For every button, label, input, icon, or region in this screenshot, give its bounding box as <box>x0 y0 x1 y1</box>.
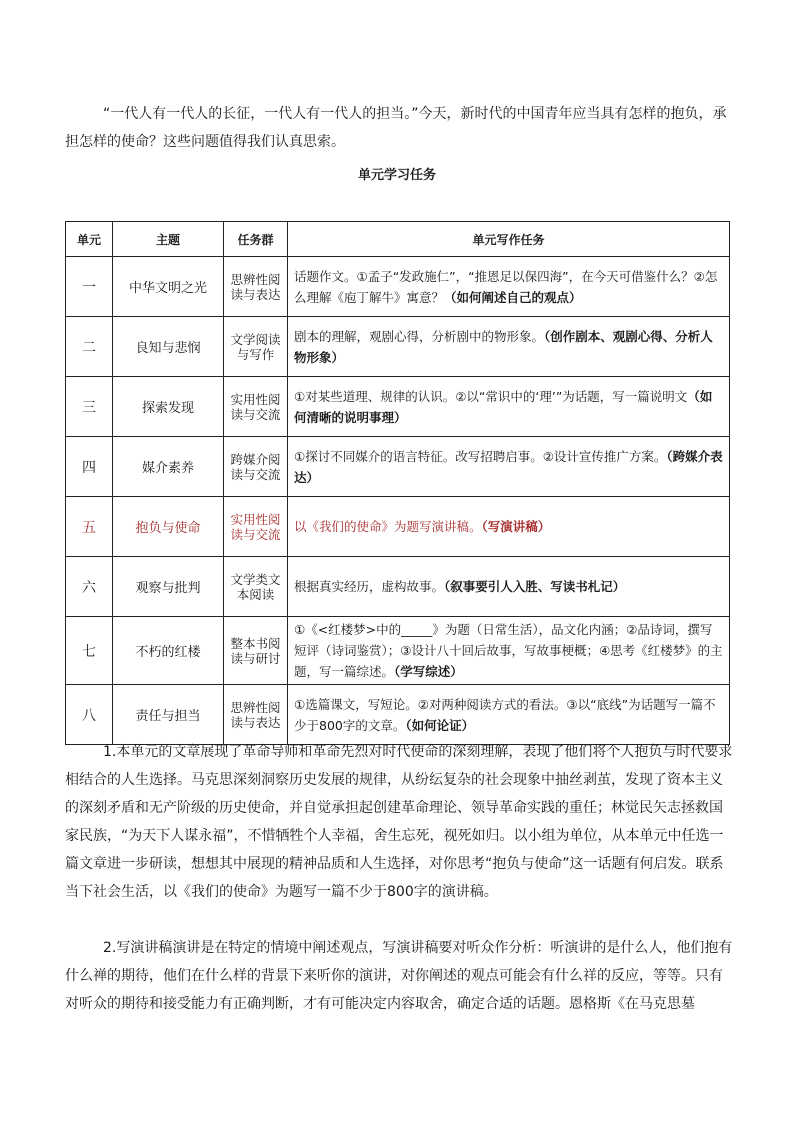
theme-cell: 责任与担当 <box>113 685 224 745</box>
task-hint: （如何论证） <box>405 717 475 733</box>
header-task-group: 任务群 <box>224 222 288 257</box>
task-group-cell: 跨媒介阅读与交流 <box>224 437 288 497</box>
unit-cell: 四 <box>66 437 113 497</box>
theme-cell: 良知与悲悯 <box>113 317 224 377</box>
table-row <box>66 317 730 377</box>
task-text: ①对某些道理、规律的认识。②以“常识中的‘理’”为话题，写一篇说明文 <box>294 388 688 404</box>
unit-cell: 七 <box>66 617 113 685</box>
task-text: 剧本的理解，观剧心得，分析剧中的物形象。 <box>294 328 545 344</box>
table-title: 单元学习任务 <box>357 168 436 183</box>
task-group-cell: 整本书阅读与研讨 <box>224 617 288 685</box>
task-text: ①选篇课文，写短论。②对两种阅读方式的看法。③以“底线”为话题写一篇不少于800字的文章。 <box>294 696 716 733</box>
unit-cell: 五 <box>66 497 113 557</box>
task-text: 以《我们的使命》为题写演讲稿。 <box>294 519 482 534</box>
task-text: ①《<红楼梦>中的_____》为题（日常生活），品文化内涵；②品诗词，撰写短评（诗词鉴赏）；③设计八十回后故事，写故事梗概；④思考《红楼梦》的主题，写一篇综述。 <box>294 622 723 679</box>
theme-cell: 探索发现 <box>113 377 224 437</box>
table-header-row <box>66 222 730 257</box>
task-hint: （跨媒介表达） <box>294 448 723 485</box>
task-group-cell: 思辨性阅读与表达 <box>224 257 288 317</box>
task-hint: （创作剧本、观剧心得、分析人物形象） <box>294 328 713 365</box>
header-theme: 主题 <box>113 222 224 257</box>
task-group-cell: 思辨性阅读与表达 <box>224 685 288 745</box>
unit-task-table <box>65 221 730 745</box>
writing-task-cell <box>288 317 730 377</box>
unit-cell: 一 <box>66 257 113 317</box>
theme-cell: 抱负与使命 <box>113 497 224 557</box>
task-text: ①探讨不同媒介的语言特征。改写招聘启事。②设计宣传推广方案。 <box>294 448 667 464</box>
table-row <box>66 377 730 437</box>
unit-cell: 六 <box>66 557 113 617</box>
unit-cell: 二 <box>66 317 113 377</box>
intro-paragraph: “一代人有一代人的长征，一代人有一代人的担当。”今天，新时代的中国青年应当具有怎样的抱负，承担怎样的使命？这些问题值得我们认真思索。 <box>65 106 727 150</box>
theme-cell: 中华文明之光 <box>113 257 224 317</box>
task-hint: （如何清晰的说明事理） <box>294 388 713 425</box>
writing-task-cell <box>288 437 730 497</box>
table-row <box>66 617 730 685</box>
writing-task-cell <box>288 377 730 437</box>
task-group-cell: 实用性阅读与交流 <box>224 377 288 437</box>
task-hint: （学写综述） <box>394 664 463 679</box>
table-row <box>66 685 730 745</box>
table-row <box>66 437 730 497</box>
theme-cell: 媒介素养 <box>113 437 224 497</box>
header-unit: 单元 <box>66 222 113 257</box>
theme-cell: 不朽的红楼 <box>113 617 224 685</box>
writing-task-cell <box>288 685 730 745</box>
task-group-cell: 实用性阅读与交流 <box>224 497 288 557</box>
task-group-cell: 文学阅读与写作 <box>224 317 288 377</box>
task-text: 根据真实经历，虚构故事。 <box>294 579 445 594</box>
task-hint: （叙事要引人入胜、写读书札记） <box>444 579 626 594</box>
task-group-cell: 文学类文本阅读 <box>224 557 288 617</box>
task-hint: （如何阐述自己的观点） <box>444 289 582 305</box>
writing-task-cell <box>288 617 730 685</box>
body-paragraph-1: 1.本单元的文章展现了革命导师和革命先烈对时代使命的深刻理解，表现了他们将个人抱负与时代要求相结合的人生选择。马克思深刻洞察历史发展的规律，从纷纭复杂的社会现象中抽丝剥茧，发现了资本主义的深刻矛盾和无产阶级的历史使命，并自觉承担起创建革命理论、领导革命实践的重任；林觉民矢志拯救国家民族，“为天下人谋永福”，不惜牺牲个人幸福，舍生忘死，视死如归。以小组为单位，从本单元中任选一篇文章进一步研读，想想其中展现的精神品质和人生选择，对你思考“抱负与使命”这一话题有何启发。联系当下社会生活，以《我们的使命》为题写一篇不少于800字的演讲稿。 <box>65 744 733 900</box>
body-paragraph-2: 2.写演讲稿演讲是在特定的情境中阐述观点，写演讲稿要对听众作分析：听演讲的是什么人，他们抱有什么禅的期待，他们在什么样的背景下来听你的演讲，对你阐述的观点可能会有什么祥的反应，等等。只有对听众的期待和接受能力有正确判断，才有可能决定内容取舍，确定合适的话题。恩格斯《在马克思墓 <box>65 940 733 1012</box>
table-row <box>66 257 730 317</box>
header-writing-task: 单元写作任务 <box>288 222 730 257</box>
table-row-highlighted <box>66 497 730 557</box>
table-row <box>66 557 730 617</box>
unit-cell: 八 <box>66 685 113 745</box>
unit-cell: 三 <box>66 377 113 437</box>
writing-task-cell <box>288 257 730 317</box>
task-hint: （写演讲稿） <box>481 519 551 534</box>
writing-task-cell <box>288 557 730 617</box>
task-text: 话题作文。①孟子“发政施仁”，“推恩足以保四海”，在今天可借鉴什么？②怎么理解《庖丁解牛》寓意？ <box>294 268 718 305</box>
theme-cell: 观察与批判 <box>113 557 224 617</box>
writing-task-cell <box>288 497 730 557</box>
